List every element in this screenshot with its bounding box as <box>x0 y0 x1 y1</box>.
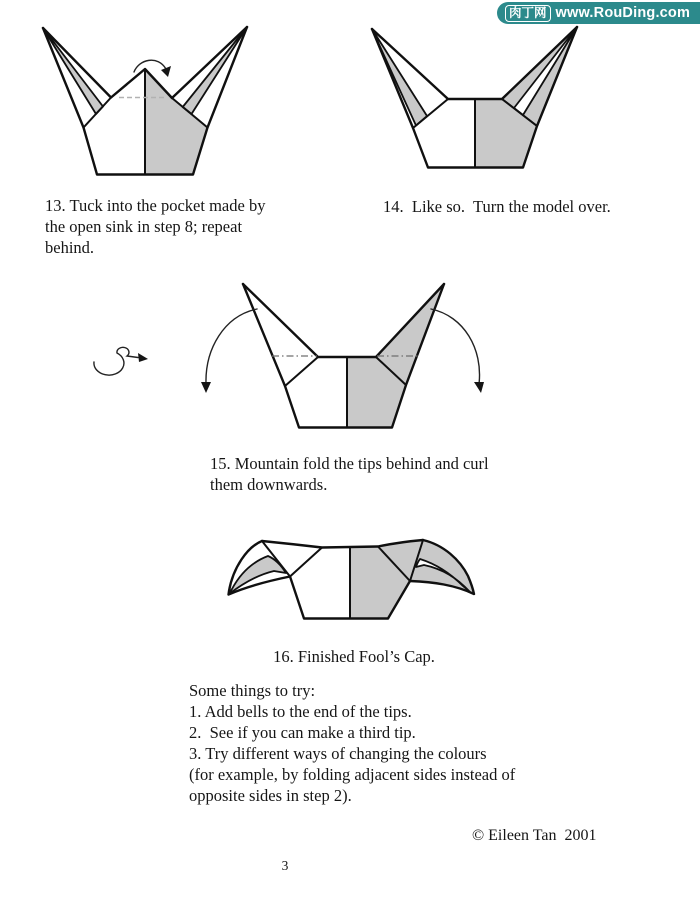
page-number: 3 <box>281 858 289 873</box>
list-title: Some things to try: <box>189 681 316 700</box>
list-item: 2. See if you can make a third tip. <box>189 723 416 742</box>
list-item: opposite sides in step 2). <box>189 786 352 805</box>
watermark-url: www.RouDing.com <box>555 5 691 21</box>
curl-arrowhead-right-icon <box>474 382 484 393</box>
step13-caption <box>45 195 265 258</box>
copyright-text: © Eileen Tan 2001 <box>472 827 597 844</box>
watermark-badge <box>497 2 700 24</box>
curl-arrowhead-left-icon <box>201 382 211 393</box>
caption-line: 14. Like so. Turn the model over. <box>383 197 611 216</box>
list-item: (for example, by folding adjacent sides instead of <box>189 765 516 784</box>
step14-diagram <box>372 27 577 168</box>
caption-line: 15. Mountain fold the tips behind and curl <box>210 454 489 473</box>
right-horn-shading <box>183 27 247 114</box>
caption-line: behind. <box>45 238 95 257</box>
caption-line: them downwards. <box>210 475 328 494</box>
watermark-brand: 肉丁网 <box>505 5 551 22</box>
tuck-arrow-icon <box>134 60 166 72</box>
things-to-try-list <box>189 680 515 806</box>
step16-diagram <box>229 540 475 619</box>
curl-arrow-right-icon <box>431 309 480 384</box>
list-item: 1. Add bells to the end of the tips. <box>189 702 412 721</box>
curl-arrow-left-icon <box>206 309 257 384</box>
step13-diagram <box>43 27 247 175</box>
step15-diagram <box>94 284 484 428</box>
list-item: 3. Try different ways of changing the colours <box>189 744 487 763</box>
left-horn-shading <box>372 29 427 126</box>
rotate-icon <box>94 347 138 375</box>
caption-line: 13. Tuck into the pocket made by <box>45 196 266 215</box>
copyright <box>472 825 597 846</box>
caption-line: the open sink in step 8; repeat <box>45 217 243 236</box>
step16-caption <box>204 646 504 667</box>
step14-caption <box>383 196 611 217</box>
step15-caption <box>210 453 489 495</box>
rotate-arrowhead-icon <box>138 353 148 362</box>
caption-line: 16. Finished Fool’s Cap. <box>273 647 435 666</box>
